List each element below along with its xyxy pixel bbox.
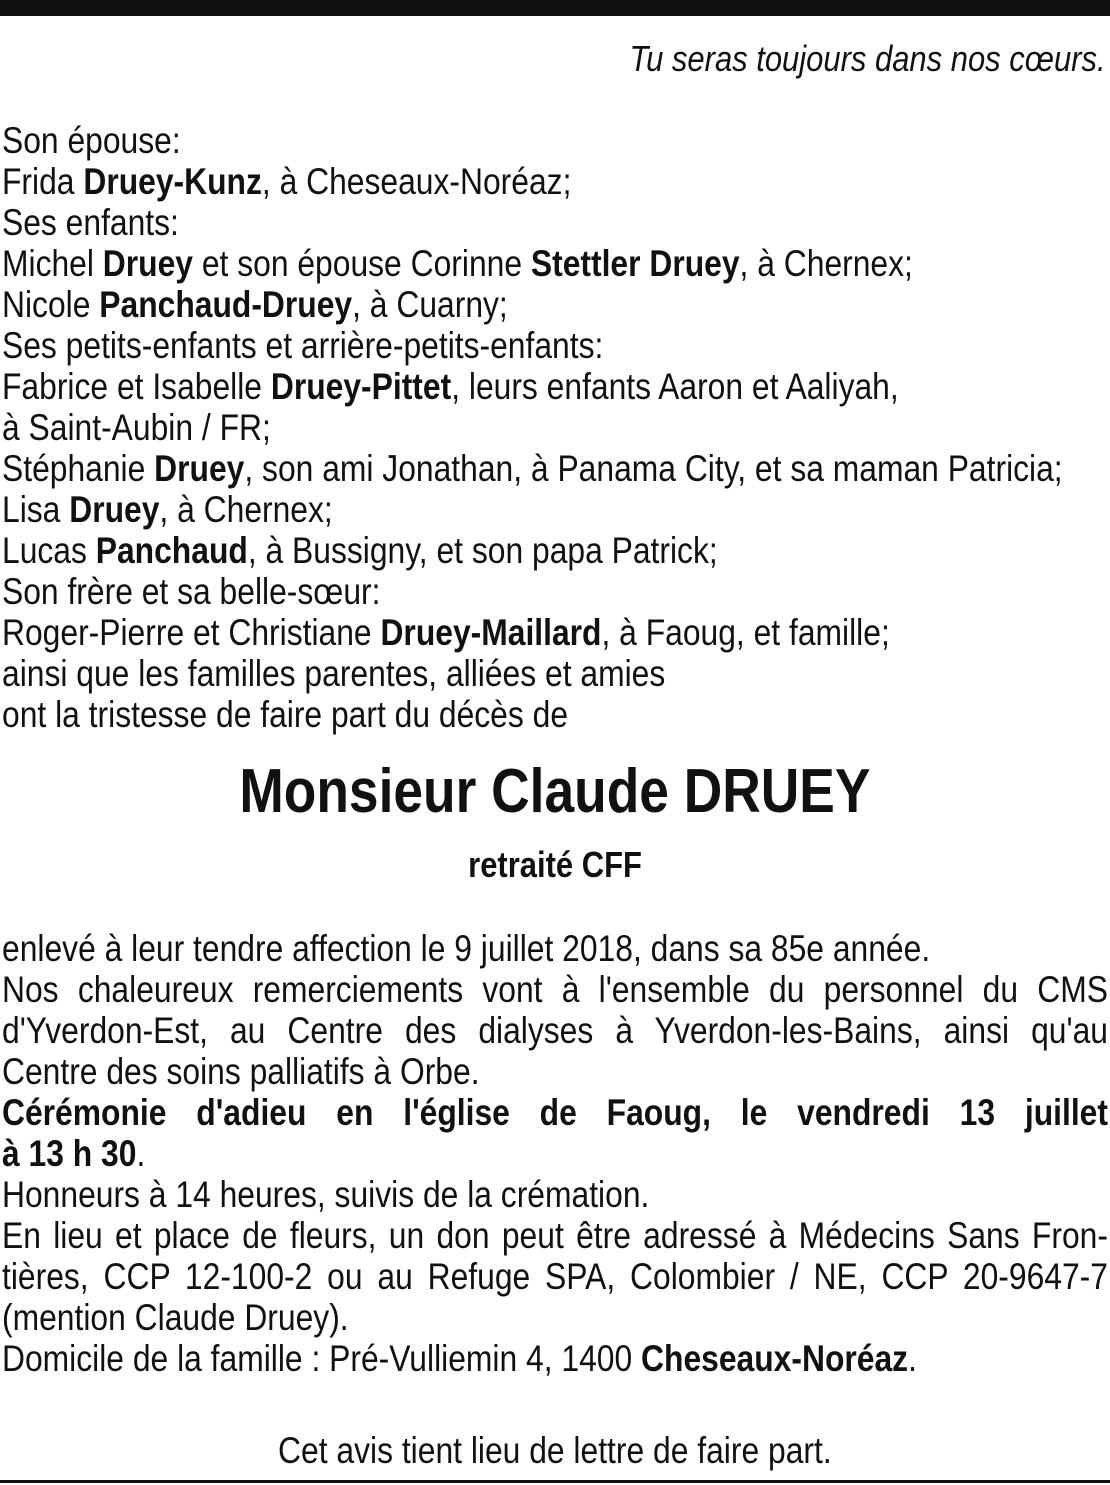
closing-emphasis: à 13 h 30	[2, 1133, 137, 1174]
closing-line: (mention Claude Druey).	[2, 1297, 349, 1338]
family-text: à Saint-Aubin / FR;	[2, 407, 271, 448]
family-surname: Panchaud-Druey	[99, 284, 353, 325]
family-line	[2, 530, 1110, 571]
bottom-rule	[0, 1480, 1110, 1483]
family-text: Roger-Pierre et Christiane	[2, 612, 381, 653]
family-surname: Druey	[102, 243, 194, 284]
closing-text	[2, 928, 1108, 1379]
family-line	[2, 325, 1110, 366]
family-line	[2, 161, 1110, 202]
closing-line: Honneurs à 14 heures, suivis de la crémation.	[2, 1174, 650, 1215]
closing-line	[2, 1338, 1108, 1379]
family-surname: Druey-Kunz	[83, 161, 262, 202]
family-text: , à Bussigny, et son papa Patrick;	[247, 530, 718, 571]
family-line	[2, 407, 1110, 448]
family-line	[2, 284, 1110, 325]
family-surname: Druey	[69, 489, 160, 530]
ceremony-line: Cérémonie d'adieu en l'église de Faoug, le vendredi 13 juillet	[2, 1092, 1108, 1133]
deceased-title-text: retraité CFF	[468, 844, 642, 885]
closing-line: Nos chaleureux remerciements vont à l'ensemble du personnel du CMS	[2, 969, 1108, 1010]
family-text: Stéphanie	[2, 448, 155, 489]
family-text: Son frère et sa belle-sœur:	[2, 571, 381, 612]
family-text: , à Cheseaux-Noréaz;	[261, 161, 572, 202]
family-line	[2, 120, 1110, 161]
closing-text-run: .	[908, 1338, 917, 1379]
family-text: Lisa	[2, 489, 70, 530]
family-line	[2, 653, 1110, 694]
closing-line: tières, CCP 12-100-2 ou au Refuge SPA, Colombier / NE, CCP 20-9647-7	[2, 1256, 1108, 1297]
closing-line: Centre des soins palliatifs à Orbe.	[2, 1051, 480, 1092]
family-line	[2, 243, 1110, 284]
family-text: Nicole	[2, 284, 100, 325]
family-text: , à Chernex;	[739, 243, 913, 284]
family-text: Michel	[2, 243, 103, 284]
family-text: Frida	[2, 161, 84, 202]
family-lines	[2, 120, 1110, 735]
family-surname: Stettler Druey	[530, 243, 740, 284]
family-text: , à Faoug, et famille;	[601, 612, 890, 653]
family-text: , son ami Jonathan, à Panama City, et sa maman Patricia;	[244, 448, 1063, 489]
family-text: et son épouse Corinne	[193, 243, 531, 284]
family-line	[2, 202, 1110, 243]
closing-line: enlevé à leur tendre affection le 9 juillet 2018, dans sa 85e année.	[2, 928, 931, 969]
closing-text-run: Domicile de la famille : Pré-Vulliemin 4, 1400	[2, 1338, 642, 1379]
family-text: Lucas	[2, 530, 96, 571]
family-text: ainsi que les familles parentes, alliées et amies	[2, 653, 666, 694]
closing-line: En lieu et place de fleurs, un don peut être adressé à Médecins Sans Fron-	[2, 1215, 1108, 1256]
family-surname: Druey-Maillard	[380, 612, 602, 653]
closing-line: d'Yverdon-Est, au Centre des dialyses à Yverdon-les-Bains, ainsi qu'au	[2, 1010, 1108, 1051]
footer-note-text: Cet avis tient lieu de lettre de faire part.	[278, 1430, 832, 1471]
closing-emphasis: Cheseaux-Noréaz	[641, 1338, 909, 1379]
deceased-title	[0, 845, 1110, 885]
family-line	[2, 489, 1110, 530]
family-line	[2, 612, 1110, 653]
closing-text-run: .	[136, 1133, 146, 1174]
family-list	[2, 120, 1110, 735]
family-line	[2, 571, 1110, 612]
deceased-name-text: Monsieur Claude DRUEY	[239, 757, 871, 826]
family-text: Ses enfants:	[2, 202, 179, 243]
family-line	[2, 448, 1110, 489]
closing-lines	[2, 928, 1108, 1379]
family-text: , à Cuarny;	[352, 284, 508, 325]
family-surname: Panchaud	[95, 530, 248, 571]
top-rule	[0, 0, 1110, 16]
family-surname: Druey	[154, 448, 245, 489]
deceased-name	[0, 756, 1110, 828]
family-surname: Druey-Pittet	[270, 366, 452, 407]
family-text: ont la tristesse de faire part du décès de	[2, 694, 569, 735]
family-text: , leurs enfants Aaron et Aaliyah,	[451, 366, 899, 407]
family-line	[2, 366, 1110, 407]
footer-note	[0, 1430, 1110, 1471]
closing-line	[2, 1133, 1108, 1174]
family-text: Ses petits-enfants et arrière-petits-enfants:	[2, 325, 604, 366]
family-text: Son épouse:	[2, 120, 181, 161]
family-text: Fabrice et Isabelle	[2, 366, 271, 407]
epigraph: Tu seras toujours dans nos cœurs.	[629, 38, 1106, 79]
family-line	[2, 694, 1110, 735]
family-text: , à Chernex;	[159, 489, 333, 530]
